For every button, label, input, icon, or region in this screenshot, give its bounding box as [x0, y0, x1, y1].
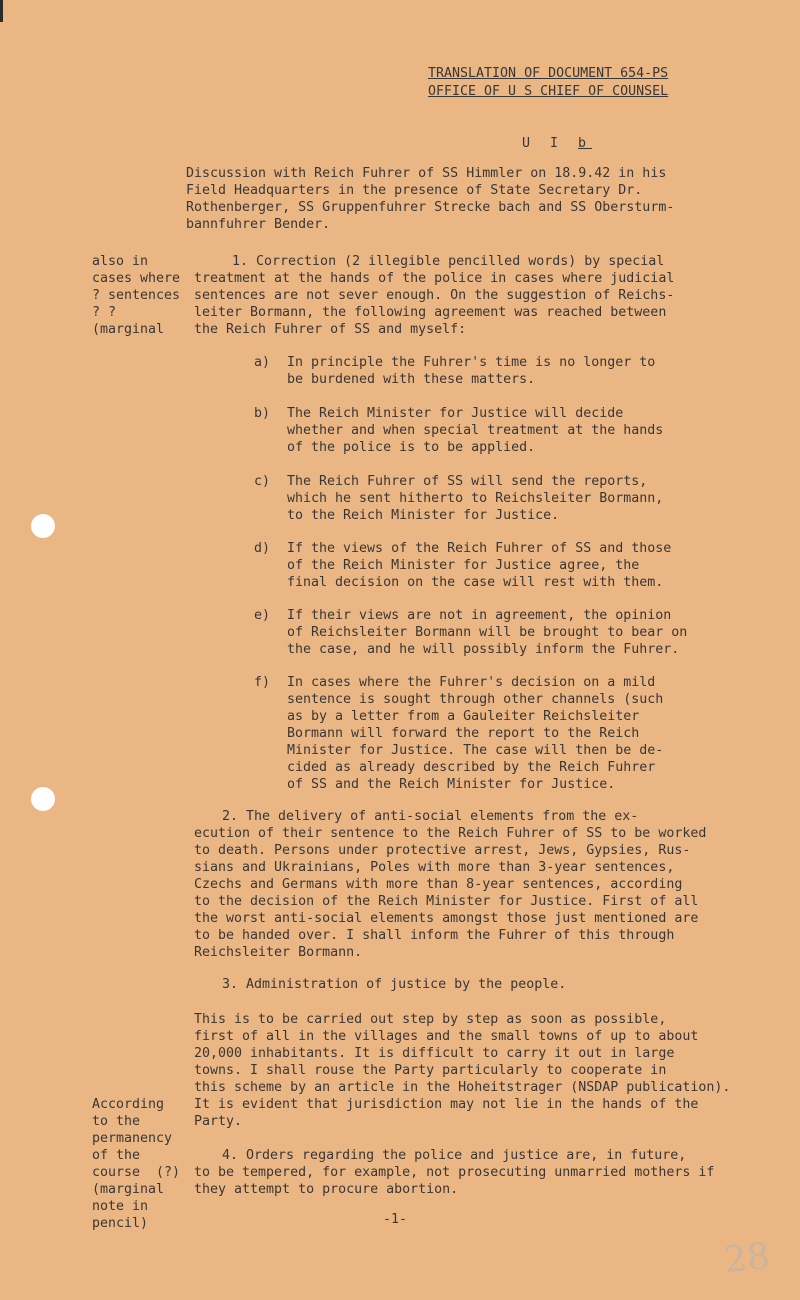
section2-line: the worst anti-social elements amongst those just mentioned are: [194, 911, 699, 926]
section2-line: Czechs and Germans with more than 8-year sentences, according: [194, 877, 683, 892]
item-label: f): [254, 675, 271, 690]
section2-line: to death. Persons under protective arrest, Jews, Gypsies, Rus-: [194, 843, 691, 858]
intro-line: Field Headquarters in the presence of State Secretary Dr.: [186, 183, 643, 198]
item-label: d): [254, 541, 271, 556]
section3-title: 3. Administration of justice by the people.: [222, 977, 567, 992]
item-line: Minister for Justice. The case will then be de-: [287, 743, 664, 758]
page-edge-mark: [0, 0, 3, 22]
item-line: final decision on the case will rest with them.: [287, 575, 664, 590]
section3-line: Party.: [194, 1114, 243, 1129]
section3-line: towns. I shall rouse the Party particularly to cooperate in: [194, 1063, 667, 1078]
item-line: be burdened with these matters.: [287, 372, 536, 387]
item-label: b): [254, 406, 271, 421]
header-line-2: OFFICE OF U S CHIEF OF COUNSEL: [428, 84, 669, 99]
section1-line: leiter Bormann, the following agreement was reached between: [194, 305, 667, 320]
punch-hole: [31, 787, 55, 811]
heading-prefix: U I: [522, 136, 579, 151]
section2-line: Reichsleiter Bormann.: [194, 945, 363, 960]
item-line: If the views of the Reich Fuhrer of SS and those: [287, 541, 672, 556]
item-line: which he sent hitherto to Reichsleiter Bormann,: [287, 491, 664, 506]
margin-note-line: course (?): [92, 1165, 181, 1180]
margin-note-line: cases where: [92, 271, 181, 286]
section1-line: 1. Correction (2 illegible pencilled words) by special: [232, 254, 665, 269]
section3-line: This is to be carried out step by step as soon as possible,: [194, 1012, 667, 1027]
margin-note-line: pencil): [92, 1216, 149, 1231]
section4-line: to be tempered, for example, not prosecuting unmarried mothers if: [194, 1165, 715, 1180]
header-line-1: TRANSLATION OF DOCUMENT 654-PS: [428, 66, 669, 81]
section3-line: this scheme by an article in the Hoheitstrager (NSDAP publication).: [194, 1080, 731, 1095]
margin-note-line: permanency: [92, 1131, 173, 1146]
page-number: -1-: [383, 1212, 408, 1227]
item-line: sentence is sought through other channels (such: [287, 692, 664, 707]
section4-line: they attempt to procure abortion.: [194, 1182, 459, 1197]
section3-line: It is evident that jurisdiction may not lie in the hands of the: [194, 1097, 699, 1112]
section2-line: sians and Ukrainians, Poles with more than 3-year sentences,: [194, 860, 675, 875]
item-label: a): [254, 355, 271, 370]
intro-line: Discussion with Reich Fuhrer of SS Himmler on 18.9.42 in his: [186, 166, 667, 181]
intro-line: bannfuhrer Bender.: [186, 217, 331, 232]
item-line: In cases where the Fuhrer's decision on a mild: [287, 675, 656, 690]
item-line: to the Reich Minister for Justice.: [287, 508, 560, 523]
section1-line: sentences are not sever enough. On the suggestion of Reichs-: [194, 288, 675, 303]
item-line: whether and when special treatment at the hands: [287, 423, 664, 438]
item-line: of the police is to be applied.: [287, 440, 536, 455]
margin-note-line: According: [92, 1097, 165, 1112]
section1-line: the Reich Fuhrer of SS and myself:: [194, 322, 467, 337]
punch-hole: [31, 514, 55, 538]
section4-line: 4. Orders regarding the police and justice are, in future,: [222, 1148, 687, 1163]
margin-note-line: ? sentences: [92, 288, 181, 303]
margin-note-line: also in: [92, 254, 149, 269]
section-heading: [522, 136, 592, 151]
item-line: Bormann will forward the report to the Reich: [287, 726, 640, 741]
section2-line: ecution of their sentence to the Reich Fuhrer of SS to be worked: [194, 826, 707, 841]
item-line: cided as already described by the Reich Fuhrer: [287, 760, 656, 775]
item-label: e): [254, 608, 271, 623]
pencil-page-stamp: 28: [721, 1235, 772, 1282]
section2-line: to be handed over. I shall inform the Fuhrer of this through: [194, 928, 675, 943]
section2-line: 2. The delivery of anti-social elements from the ex-: [222, 809, 639, 824]
item-line: The Reich Minister for Justice will decide: [287, 406, 624, 421]
margin-note-line: ? ?: [92, 305, 117, 320]
item-line: as by a letter from a Gauleiter Reichsleiter: [287, 709, 640, 724]
intro-line: Rothenberger, SS Gruppenfuhrer Strecke bach and SS Obersturm-: [186, 200, 675, 215]
margin-note-line: of the: [92, 1148, 141, 1163]
heading-suffix: b: [578, 136, 593, 151]
item-line: The Reich Fuhrer of SS will send the reports,: [287, 474, 648, 489]
item-line: of SS and the Reich Minister for Justice.: [287, 777, 616, 792]
item-line: of Reichsleiter Bormann will be brought to bear on: [287, 625, 688, 640]
section1-line: treatment at the hands of the police in cases where judicial: [194, 271, 675, 286]
margin-note-line: to the: [92, 1114, 141, 1129]
section3-line: first of all in the villages and the small towns of up to about: [194, 1029, 699, 1044]
margin-note-line: note in: [92, 1199, 149, 1214]
margin-note-line: (marginal: [92, 322, 165, 337]
item-label: c): [254, 474, 271, 489]
section3-line: 20,000 inhabitants. It is difficult to carry it out in large: [194, 1046, 675, 1061]
item-line: of the Reich Minister for Justice agree, the: [287, 558, 640, 573]
item-line: the case, and he will possibly inform the Fuhrer.: [287, 642, 680, 657]
section2-line: to the decision of the Reich Minister for Justice. First of all: [194, 894, 699, 909]
item-line: If their views are not in agreement, the opinion: [287, 608, 672, 623]
item-line: In principle the Fuhrer's time is no longer to: [287, 355, 656, 370]
margin-note-line: (marginal: [92, 1182, 165, 1197]
